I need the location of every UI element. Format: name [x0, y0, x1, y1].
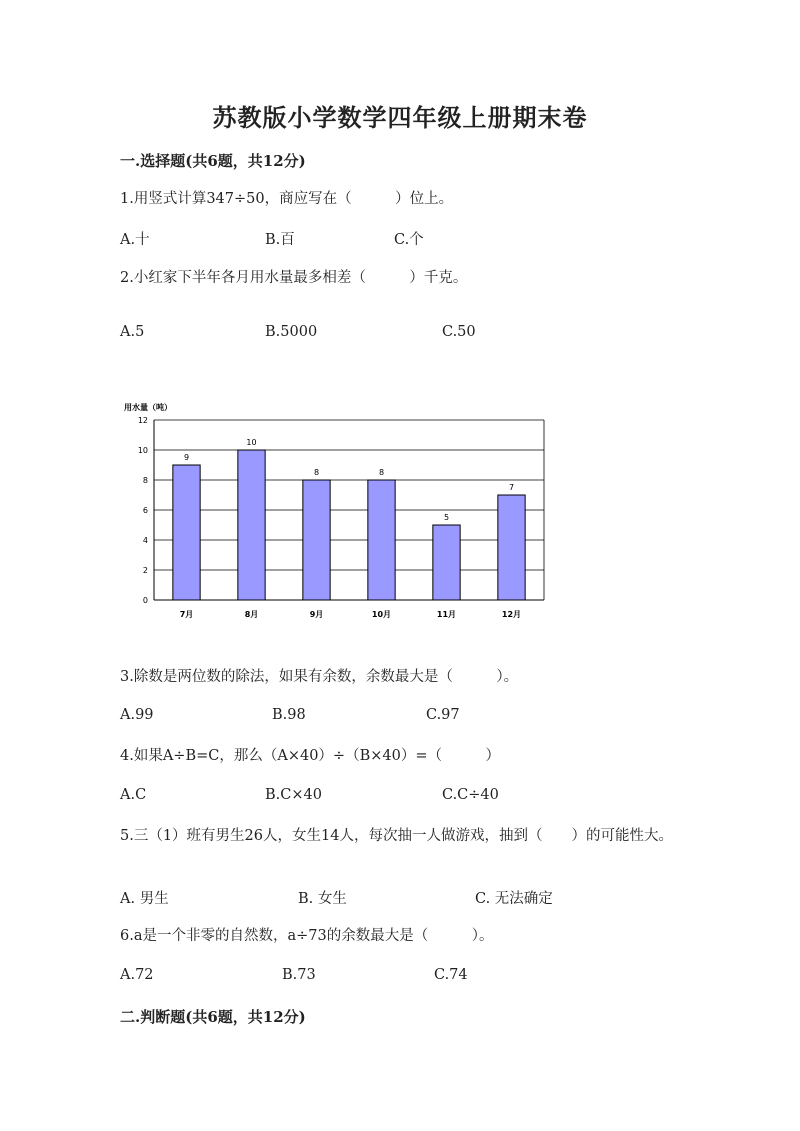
chart-bars: [173, 438, 525, 600]
water-usage-bar-chart: [120, 398, 560, 628]
chart-y-tick-label: 8: [142, 476, 148, 485]
q1-option-b: B.百: [265, 232, 295, 248]
chart-bar: [498, 495, 525, 600]
q5-option-a: A. 男生: [120, 891, 169, 907]
q4-option-a: A.C: [120, 787, 147, 803]
q3-option-c: C.97: [426, 707, 460, 723]
q1-option-c: C.个: [394, 232, 424, 248]
q4-option-c: C.C÷40: [442, 787, 499, 803]
section-heading-choice: 一.选择题(共6题，共12分): [120, 152, 306, 170]
chart-category-label: 11月: [436, 610, 457, 619]
question-2: 2.小红家下半年各月用水量最多相差（ ）千克。: [120, 270, 468, 286]
q4-option-b: B.C×40: [265, 787, 322, 803]
q2-option-a: A.5: [120, 324, 145, 340]
q6-option-b: B.73: [282, 967, 316, 983]
question-6: 6.a是一个非零的自然数，a÷73的余数最大是（ ）。: [120, 928, 494, 944]
q3-option-b: B.98: [272, 707, 306, 723]
chart-y-tick-label: 0: [142, 596, 148, 605]
chart-category-label: 7月: [179, 610, 194, 619]
page-title: 苏教版小学数学四年级上册期末卷: [212, 103, 588, 132]
chart-category-label: 8月: [244, 610, 259, 619]
chart-data-label: 8: [313, 468, 320, 477]
chart-y-ticks: [138, 416, 148, 605]
chart-gridlines: [154, 420, 544, 600]
chart-y-tick-label: 6: [142, 506, 148, 515]
q3-option-a: A.99: [120, 707, 154, 723]
section-heading-judge: 二.判断题(共6题，共12分): [120, 1008, 306, 1026]
question-1: 1.用竖式计算347÷50，商应写在（ ）位上。: [120, 191, 454, 207]
chart-category-label: 9月: [309, 610, 324, 619]
chart-category-label: 10月: [371, 610, 392, 619]
q5-option-c: C. 无法确定: [475, 891, 553, 907]
q2-option-b: B.5000: [265, 324, 318, 340]
chart-data-label: 9: [183, 453, 190, 462]
chart-category-label: 12月: [501, 610, 522, 619]
q6-option-c: C.74: [434, 967, 468, 983]
chart-data-label: 10: [246, 438, 257, 447]
q2-option-c: C.50: [442, 324, 476, 340]
q5-option-b: B. 女生: [298, 891, 347, 907]
chart-y-tick-label: 10: [137, 446, 148, 455]
chart-bar: [238, 450, 265, 600]
chart-data-label: 7: [508, 483, 515, 492]
chart-y-tick-label: 12: [137, 416, 148, 425]
chart-bar: [433, 525, 460, 600]
chart-y-tick-label: 4: [142, 536, 148, 545]
chart-y-axis-label: 用水量（吨）: [124, 403, 172, 412]
q1-option-a: A.十: [120, 232, 150, 248]
chart-x-labels: [180, 610, 521, 619]
chart-y-tick-label: 2: [142, 566, 148, 575]
chart-bar: [368, 480, 395, 600]
question-3: 3.除数是两位数的除法，如果有余数，余数最大是（ ）。: [120, 669, 519, 685]
chart-data-label: 8: [378, 468, 385, 477]
question-4: 4.如果A÷B=C，那么（A×40）÷（B×40）=（ ）: [120, 748, 500, 764]
chart-bar: [173, 465, 200, 600]
chart-bar: [303, 480, 330, 600]
question-5: 5.三（1）班有男生26人，女生14人，每次抽一人做游戏，抽到（ ）的可能性大。: [120, 828, 673, 844]
chart-data-label: 5: [443, 513, 450, 522]
q6-option-a: A.72: [120, 967, 154, 983]
